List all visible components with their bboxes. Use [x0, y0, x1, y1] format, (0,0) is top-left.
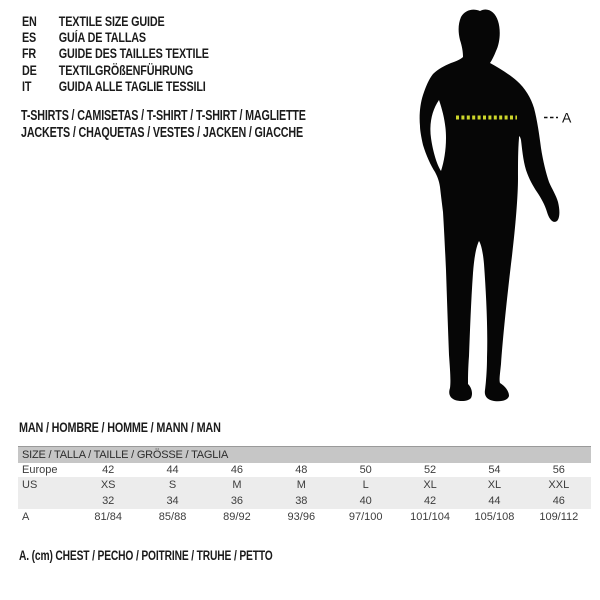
measurement-footnote: A. (cm) CHEST / PECHO / POITRINE / TRUHE / PETTO	[19, 548, 273, 563]
size-cell: L	[362, 479, 369, 491]
size-cell: 34	[166, 495, 179, 507]
size-cell: XXL	[548, 479, 570, 491]
size-table-header: SIZE / TALLA / TAILLE / GRÖSSE / TAGLIA	[18, 446, 591, 463]
size-cell: 44	[166, 464, 179, 476]
garment-line-jackets: JACKETS / CHAQUETAS / VESTES / JACKEN / GIACCHE	[21, 124, 304, 141]
language-code: FR	[22, 46, 37, 62]
size-cell: 50	[359, 464, 372, 476]
size-cell: 46	[230, 464, 244, 476]
language-code: EN	[22, 13, 37, 29]
size-cell: S	[168, 479, 177, 491]
language-code: IT	[22, 78, 32, 94]
size-cell: 38	[295, 495, 308, 507]
size-cell: 40	[359, 495, 372, 507]
language-label: TEXTILGRÖßENFÜHRUNG	[58, 62, 194, 78]
size-table	[18, 446, 591, 524]
size-cell: 32	[102, 495, 115, 507]
language-label: TEXTILE SIZE GUIDE	[58, 13, 165, 29]
measure-label-a: A	[562, 109, 572, 126]
man-figure	[395, 0, 600, 410]
language-label: GUIDA ALLE TAGLIE TESSILI	[58, 78, 206, 94]
language-row-it	[22, 78, 209, 94]
size-cell: 85/88	[158, 510, 187, 523]
size-cell: 56	[552, 464, 565, 476]
language-row-es	[22, 29, 209, 45]
man-silhouette	[420, 9, 560, 401]
row-label: Europe	[22, 464, 58, 476]
size-table-row-us	[18, 477, 591, 493]
size-cell: 89/92	[223, 510, 251, 523]
size-cell: XL	[423, 479, 437, 491]
size-cell: M	[296, 479, 306, 491]
language-row-fr	[22, 46, 209, 62]
row-label: A	[22, 510, 30, 523]
size-cell: M	[232, 479, 242, 491]
size-cell: 42	[102, 464, 115, 476]
language-label: GUÍA DE TALLAS	[58, 29, 146, 45]
section-heading-man: MAN / HOMBRE / HOMME / MANN / MAN	[19, 420, 221, 435]
size-cell: 101/104	[410, 510, 450, 523]
garment-line-tshirts: T-SHIRTS / CAMISETAS / T-SHIRT / T-SHIRT / MAGLIETTE	[21, 108, 306, 124]
language-code: ES	[22, 29, 37, 45]
size-cell: 97/100	[348, 510, 383, 523]
size-cell: XL	[487, 479, 502, 491]
language-title-block	[22, 13, 256, 94]
size-cell: 46	[552, 495, 565, 507]
size-table-row-europe	[18, 463, 591, 477]
size-cell: 52	[423, 464, 437, 476]
size-cell: 42	[423, 495, 437, 507]
row-label: US	[22, 479, 38, 491]
garment-type-block	[21, 108, 406, 141]
language-code: DE	[22, 62, 37, 78]
language-row-en	[22, 13, 209, 29]
language-label: GUIDE DES TAILLES TEXTILE	[58, 46, 209, 62]
size-cell: 44	[488, 495, 501, 507]
size-cell: XS	[100, 479, 116, 491]
size-cell: 36	[230, 495, 244, 507]
size-table-row-us-numeric	[18, 493, 591, 509]
size-table-row-a-chest	[18, 509, 591, 524]
size-cell: 109/112	[539, 510, 579, 523]
size-cell: 105/108	[474, 510, 515, 523]
size-cell: 93/96	[287, 510, 316, 523]
size-cell: 48	[295, 464, 308, 476]
size-cell: 54	[488, 464, 501, 476]
size-cell: 81/84	[94, 510, 122, 523]
language-row-de	[22, 62, 209, 78]
